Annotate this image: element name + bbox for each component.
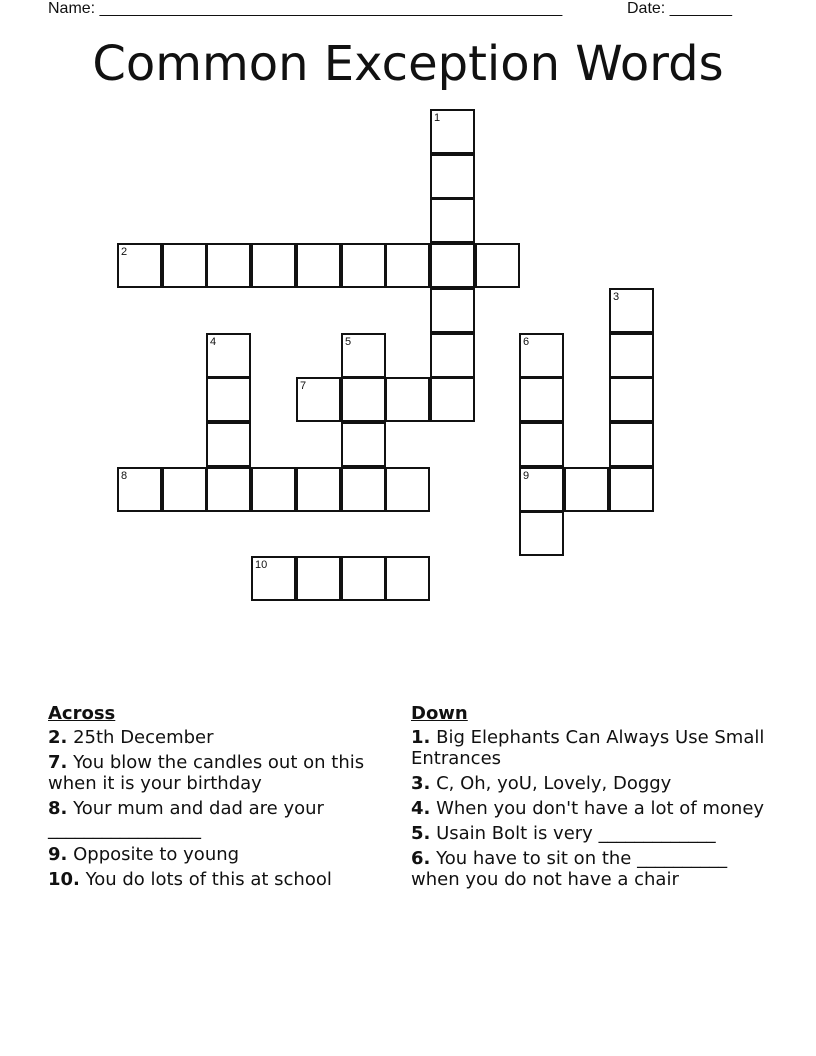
down-clue — [411, 727, 781, 769]
grid-cell[interactable] — [430, 154, 475, 199]
down-clue — [411, 773, 781, 794]
clue-number: 1. — [411, 727, 431, 748]
grid-cell[interactable] — [341, 333, 386, 378]
clue-text-after: when you do not have a chair — [411, 869, 679, 890]
grid-cell[interactable] — [296, 377, 341, 422]
grid-cell[interactable] — [162, 467, 207, 512]
clue-number: 5 — [345, 336, 352, 348]
grid-cell[interactable] — [609, 288, 654, 333]
answer-blank: _________________ — [48, 819, 201, 840]
date-field-label: Date: _______ — [627, 0, 732, 17]
grid-cell[interactable] — [341, 377, 386, 422]
down-clue — [411, 823, 781, 844]
clue-number: 5. — [411, 823, 431, 844]
clue-number: 7. — [48, 752, 68, 773]
clue-text: 25th December — [67, 727, 214, 748]
grid-cell[interactable] — [206, 377, 251, 422]
grid-cell[interactable] — [206, 422, 251, 467]
grid-cell[interactable] — [296, 467, 341, 512]
answer-blank: _____________ — [598, 823, 716, 844]
clue-number: 9 — [523, 470, 530, 482]
grid-cell[interactable] — [430, 377, 475, 422]
across-clues — [48, 703, 368, 894]
down-clue — [411, 798, 781, 819]
clue-text: You blow the candles out on this when it is your birthday — [48, 752, 365, 794]
grid-cell[interactable] — [341, 467, 386, 512]
grid-cell[interactable] — [117, 467, 162, 512]
clue-text: C, Oh, yoU, Lovely, Doggy — [430, 773, 672, 794]
grid-cell[interactable] — [341, 243, 386, 288]
grid-cell[interactable] — [519, 422, 564, 467]
grid-cell[interactable] — [385, 467, 430, 512]
clue-number: 7 — [300, 380, 307, 392]
grid-cell[interactable] — [519, 377, 564, 422]
clue-number: 4. — [411, 798, 431, 819]
clue-number: 6 — [523, 336, 530, 348]
grid-cell[interactable] — [519, 333, 564, 378]
grid-cell[interactable] — [341, 556, 386, 601]
across-heading: Across — [48, 703, 116, 724]
across-clue — [48, 869, 368, 890]
clue-number: 3. — [411, 773, 431, 794]
clue-text: Your mum and dad are your — [67, 798, 324, 819]
grid-cell[interactable] — [385, 377, 430, 422]
clue-text: Opposite to young — [67, 844, 240, 865]
across-clue — [48, 844, 368, 865]
clue-number: 2. — [48, 727, 68, 748]
grid-cell[interactable] — [385, 556, 430, 601]
across-clue — [48, 727, 368, 748]
grid-cell[interactable] — [609, 422, 654, 467]
grid-cell[interactable] — [430, 109, 475, 154]
grid-cell[interactable] — [206, 333, 251, 378]
grid-cell[interactable] — [251, 243, 296, 288]
across-clue-list — [48, 727, 368, 890]
grid-cell[interactable] — [341, 422, 386, 467]
grid-cell[interactable] — [430, 288, 475, 333]
grid-cell[interactable] — [609, 467, 654, 512]
grid-cell[interactable] — [519, 511, 564, 556]
down-clue-list — [411, 727, 781, 890]
grid-cell[interactable] — [117, 243, 162, 288]
grid-cell[interactable] — [430, 198, 475, 243]
grid-cell[interactable] — [296, 243, 341, 288]
grid-cell[interactable] — [206, 467, 251, 512]
grid-cell[interactable] — [251, 556, 296, 601]
down-clues — [411, 703, 781, 894]
grid-cell[interactable] — [430, 333, 475, 378]
grid-cell[interactable] — [206, 243, 251, 288]
name-field-label: Name: ____________________________________________________ — [48, 0, 563, 17]
clue-text: Big Elephants Can Always Use Small Entrances — [411, 727, 765, 769]
clue-number: 1 — [434, 112, 441, 124]
across-clue — [48, 798, 368, 840]
grid-cell[interactable] — [162, 243, 207, 288]
clue-number: 10. — [48, 869, 80, 890]
down-heading: Down — [411, 703, 468, 724]
grid-cell[interactable] — [519, 467, 564, 512]
grid-cell[interactable] — [564, 467, 609, 512]
grid-cell[interactable] — [385, 243, 430, 288]
grid-cell[interactable] — [475, 243, 520, 288]
clue-text: You do lots of this at school — [79, 869, 332, 890]
across-clue — [48, 752, 368, 794]
grid-cell[interactable] — [430, 243, 475, 288]
clue-number: 9. — [48, 844, 68, 865]
clue-number: 2 — [121, 246, 128, 258]
page-title: Common Exception Words — [92, 36, 724, 92]
clue-text: Usain Bolt is very — [430, 823, 593, 844]
clue-number: 8. — [48, 798, 68, 819]
grid-cell[interactable] — [609, 377, 654, 422]
grid-cell[interactable] — [609, 333, 654, 378]
clue-text: When you don't have a lot of money — [430, 798, 765, 819]
clue-number: 4 — [210, 336, 217, 348]
clue-number: 10 — [255, 559, 268, 571]
answer-blank: __________ — [637, 848, 728, 869]
clue-number: 6. — [411, 848, 431, 869]
down-clue — [411, 848, 781, 890]
clue-number: 3 — [613, 291, 620, 303]
grid-cell[interactable] — [251, 467, 296, 512]
clue-number: 8 — [121, 470, 128, 482]
clue-text: You have to sit on the — [430, 848, 632, 869]
grid-cell[interactable] — [296, 556, 341, 601]
